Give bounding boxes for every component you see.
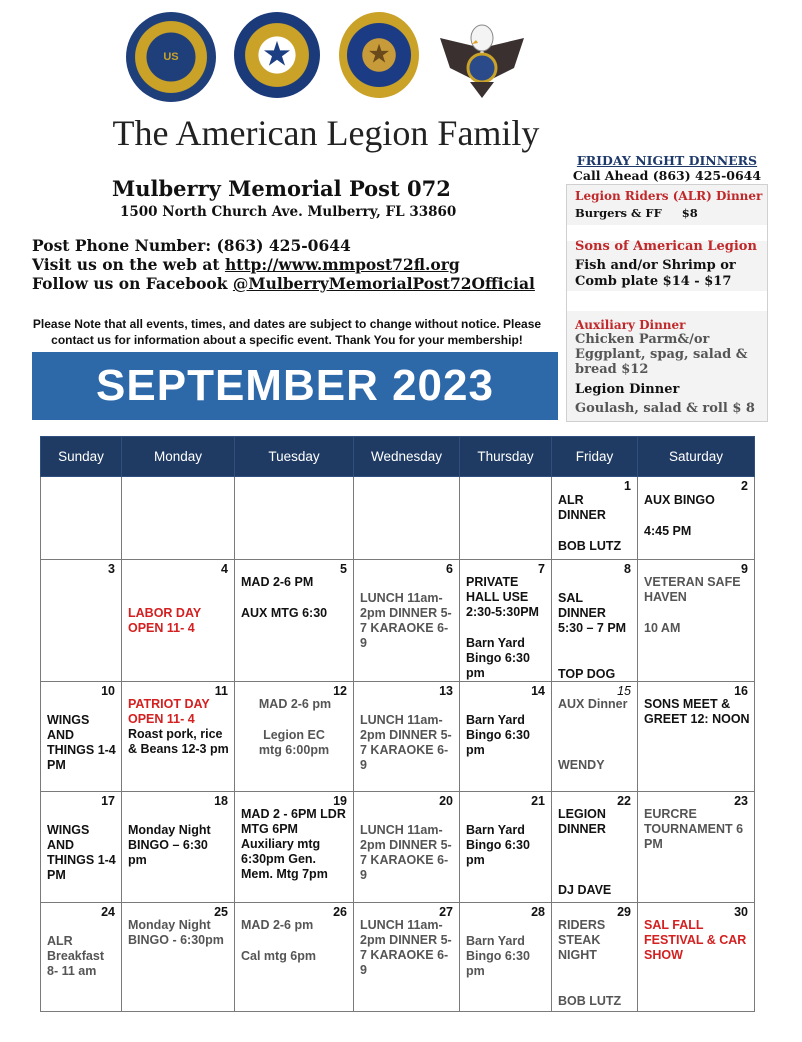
day-number: 11: [214, 684, 228, 698]
day-cell-6: [354, 560, 460, 682]
post-name: Mulberry Memorial Post 072: [112, 176, 451, 201]
week-row: [41, 792, 755, 903]
facebook-prefix: Follow us on Facebook: [32, 274, 233, 293]
event: 4:45 PM: [644, 524, 692, 538]
event: Roast pork, rice & Beans 12-3 pm: [128, 727, 229, 756]
event: EURCRE TOURNAMENT 6 PM: [644, 807, 744, 851]
weekday-saturday: Saturday: [638, 437, 755, 477]
event: TOP DOG: [558, 667, 616, 681]
emblem-row: [124, 8, 526, 108]
event: LEGION DINNER: [558, 807, 606, 836]
event: ALR DINNER: [558, 493, 606, 522]
event: WENDY: [558, 758, 605, 772]
day-number: 10: [101, 684, 115, 698]
day-number: 5: [340, 562, 347, 576]
event: AUX MTG 6:30: [241, 606, 328, 620]
star-icon: ★: [367, 39, 391, 70]
event: AUX Dinner: [558, 697, 628, 711]
event: LABOR DAY OPEN 11- 4: [128, 606, 201, 635]
call-ahead: Call Ahead (863) 425-0644: [572, 168, 762, 183]
dinner-menu-box: [566, 184, 768, 422]
day-number: 23: [734, 794, 748, 808]
weekday-sunday: Sunday: [41, 437, 122, 477]
sal-dinner-title: Sons of American Legion: [575, 239, 757, 254]
event: Monday Night BINGO – 6:30 pm: [128, 823, 211, 867]
event: MAD 2 - 6PM LDR MTG 6PM Auxiliary mtg 6:30pm Gen. Mem. Mtg 7pm: [241, 807, 346, 881]
day-cell-2: [638, 477, 755, 560]
day-cell-20: [354, 792, 460, 903]
notice: Please Note that all events, times, and dates are subject to change without notice. Please contact us for information about a specific event. Thank You for your membership!: [32, 317, 542, 347]
day-number: 30: [734, 905, 748, 919]
post-address: 1500 North Church Ave. Mulberry, FL 33860: [120, 204, 457, 220]
star-icon: ★: [261, 34, 293, 75]
divider: [567, 291, 767, 311]
page-title: The American Legion Family: [112, 113, 540, 153]
day-number: 20: [439, 794, 453, 808]
day-cell-5: [235, 560, 354, 682]
day-number: 3: [108, 562, 115, 576]
day-number: 8: [624, 562, 631, 576]
day-cell-21: [460, 792, 552, 903]
contact-block: [32, 236, 535, 293]
day-cell-4: [122, 560, 235, 682]
facebook-link[interactable]: @MulberryMemorialPost72Official: [232, 274, 535, 293]
event: SAL DINNER 5:30 – 7 PM: [558, 591, 627, 635]
day-number: 17: [101, 794, 115, 808]
event: LUNCH 11am-2pm DINNER 5-7 KARAOKE 6-9: [360, 591, 452, 650]
event: MAD 2-6 pm: [258, 697, 332, 711]
event: SONS MEET & GREET 12: NOON: [644, 697, 750, 726]
weekday-monday: Monday: [122, 437, 235, 477]
day-number: 29: [617, 905, 631, 919]
day-number: 28: [531, 905, 545, 919]
day-number: 26: [333, 905, 347, 919]
event: LUNCH 11am-2pm DINNER 5-7 KARAOKE 6-9: [360, 823, 452, 882]
event: Barn Yard Bingo 6:30 pm: [466, 713, 530, 757]
event: BOB LUTZ: [558, 994, 622, 1008]
web-line: [32, 255, 535, 274]
day-cell-10: [41, 682, 122, 792]
event: SAL FALL FESTIVAL & CAR SHOW: [644, 918, 747, 962]
month-banner: SEPTEMBER 2023: [32, 352, 558, 420]
sons-of-the-american-legion-emblem: [339, 12, 419, 98]
day-cell-15: [552, 682, 638, 792]
day-cell-23: [638, 792, 755, 903]
week-row: [41, 903, 755, 1012]
day-cell-16: [638, 682, 755, 792]
day-number: 18: [214, 794, 228, 808]
event: PATRIOT DAY OPEN 11- 4: [128, 697, 210, 726]
day-cell-17: [41, 792, 122, 903]
event: WINGS AND THINGS 1-4 PM: [47, 713, 116, 772]
day-number: 1: [624, 479, 631, 493]
day-cell-11: [122, 682, 235, 792]
event: Barn Yard Bingo 6:30 pm: [466, 636, 530, 680]
event: AUX BINGO: [644, 493, 715, 507]
weekday-thursday: Thursday: [460, 437, 552, 477]
day-number: 24: [101, 905, 115, 919]
event: Legion EC mtg 6:00pm: [258, 728, 330, 757]
empty-day-cell: [235, 477, 354, 560]
aux-dinner-title: Auxiliary Dinner: [575, 318, 686, 332]
event: Barn Yard Bingo 6:30 pm: [466, 934, 530, 978]
day-cell-26: [235, 903, 354, 1012]
event: Cal mtg 6pm: [241, 949, 317, 963]
facebook-line: [32, 274, 535, 293]
empty-day-cell: [460, 477, 552, 560]
day-number: 25: [214, 905, 228, 919]
empty-day-cell: [122, 477, 235, 560]
day-cell-18: [122, 792, 235, 903]
event: WINGS AND THINGS 1-4 PM: [47, 823, 116, 882]
day-number: 12: [333, 684, 347, 698]
sal-dinner-item: Fish and/or Shrimp or Comb plate $14 - $17: [575, 258, 736, 289]
weekday-tuesday: Tuesday: [235, 437, 354, 477]
day-cell-8: [552, 560, 638, 682]
legion-riders-emblem: [436, 8, 528, 106]
phone-line: Post Phone Number: (863) 425-0644: [32, 236, 351, 255]
calendar-grid: [40, 436, 755, 1012]
event: Barn Yard Bingo 6:30 pm: [466, 823, 530, 867]
day-number: 16: [734, 684, 748, 698]
day-cell-22: [552, 792, 638, 903]
alr-dinner-item: Burgers & FF $8: [575, 206, 698, 220]
web-prefix: Visit us on the web at: [32, 255, 225, 274]
day-number: 14: [531, 684, 545, 698]
day-cell-28: [460, 903, 552, 1012]
event: PRIVATE HALL USE 2:30-5:30PM: [466, 575, 539, 619]
event: BOB LUTZ: [558, 539, 622, 553]
empty-day-cell: [354, 477, 460, 560]
american-legion-emblem-center: US: [163, 51, 179, 63]
event: 10 AM: [644, 621, 681, 635]
event: RIDERS STEAK NIGHT: [558, 918, 606, 962]
day-cell-24: [41, 903, 122, 1012]
day-cell-1: [552, 477, 638, 560]
day-number: 13: [439, 684, 453, 698]
day-number: 2: [741, 479, 748, 493]
day-number: 27: [439, 905, 453, 919]
website-link[interactable]: http://www.mmpost72fl.org: [224, 255, 460, 274]
day-number: 9: [741, 562, 748, 576]
event: DJ DAVE: [558, 883, 612, 897]
legion-dinner-item: Goulash, salad & roll $ 8: [575, 401, 755, 416]
day-number: 6: [446, 562, 453, 576]
event: LUNCH 11am-2pm DINNER 5-7 KARAOKE 6-9: [360, 713, 452, 772]
day-cell-13: [354, 682, 460, 792]
empty-day-cell: [41, 477, 122, 560]
weekday-friday: Friday: [552, 437, 638, 477]
day-cell-14: [460, 682, 552, 792]
event: Monday Night BINGO - 6:30pm: [128, 918, 224, 947]
day-cell-9: [638, 560, 755, 682]
day-cell-3: [41, 560, 122, 682]
day-number: 4: [221, 562, 228, 576]
weekday-header: [41, 437, 755, 477]
aux-dinner-item: Chicken Parm&/or Eggplant, spag, salad & bread $12: [575, 332, 748, 377]
auxiliary-emblem: [234, 12, 320, 98]
day-cell-7: [460, 560, 552, 682]
day-number: 22: [617, 794, 631, 808]
friday-dinners-title: FRIDAY NIGHT DINNERS: [576, 153, 758, 168]
event: MAD 2-6 pm: [241, 918, 314, 932]
day-number: 19: [333, 794, 347, 808]
day-number: 21: [531, 794, 545, 808]
day-cell-30: [638, 903, 755, 1012]
week-row: [41, 682, 755, 792]
day-cell-27: [354, 903, 460, 1012]
day-cell-12: [235, 682, 354, 792]
alr-dinner-title: Legion Riders (ALR) Dinner: [575, 189, 763, 203]
american-legion-emblem: [126, 12, 216, 102]
day-number: 7: [538, 562, 545, 576]
event: MAD 2-6 PM: [241, 575, 314, 589]
day-cell-25: [122, 903, 235, 1012]
week-row: [41, 477, 755, 560]
week-row: [41, 560, 755, 682]
day-number: 15: [617, 684, 631, 698]
event: LUNCH 11am-2pm DINNER 5-7 KARAOKE 6-9: [360, 918, 452, 977]
event: VETERAN SAFE HAVEN: [644, 575, 741, 604]
legion-dinner-title: Legion Dinner: [575, 382, 680, 397]
day-cell-19: [235, 792, 354, 903]
day-cell-29: [552, 903, 638, 1012]
event: ALR Breakfast 8- 11 am: [47, 934, 104, 978]
weekday-wednesday: Wednesday: [354, 437, 460, 477]
